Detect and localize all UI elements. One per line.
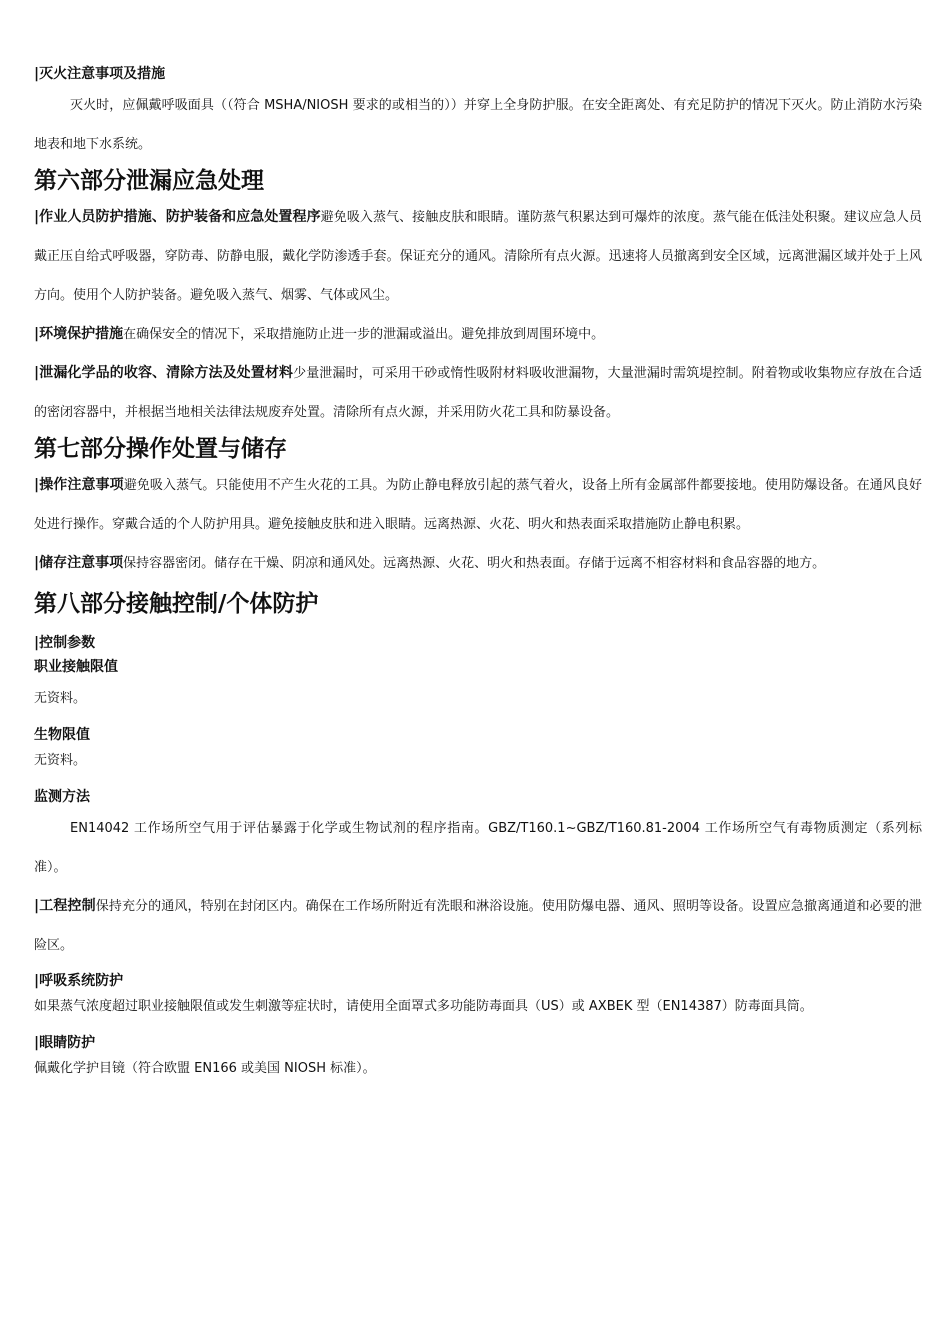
storage-lead: |储存注意事项 xyxy=(34,555,124,571)
eye-protection-text: 佩戴化学护目镜（符合欧盟 EN166 或美国 NIOSH 标准）。 xyxy=(34,1061,376,1076)
monitoring-heading: 监测方法 xyxy=(34,789,90,805)
containment-text: 少量泄漏时，可采用干砂或惰性吸附材料吸收泄漏物，大量泄漏时需筑堤控制。附着物或收集物应存放在合适的密闭容器中，并根据当地相关法律法规废弃处置。清除所有点火源，并采用防火花工具和防暴设备。 xyxy=(34,366,922,420)
engineering-control-lead: |工程控制 xyxy=(34,898,96,914)
section-6-title: 第六部分泄漏应急处理 xyxy=(34,168,264,194)
control-parameters-heading: |控制参数 xyxy=(34,635,96,651)
fire-measures-heading: |灭火注意事项及措施 xyxy=(34,66,166,82)
document-page xyxy=(34,62,922,1079)
section-6-containment-paragraph xyxy=(34,354,922,432)
engineering-control-text: 保持充分的通风，特别在封闭区内。确保在工作场所附近有洗眼和淋浴设施。使用防爆电器、通风、照明等设备。设置应急撤离通道和必要的泄险区。 xyxy=(34,899,922,953)
personnel-protection-text: 避免吸入蒸气、接触皮肤和眼睛。谨防蒸气积累达到可爆炸的浓度。蒸气能在低洼处积聚。建议应急人员戴正压自给式呼吸器，穿防毒、防静电服，戴化学防渗透手套。保证充分的通风。清除所有点火源。迅速将人员撤离到安全区域，远离泄漏区域并处于上风方向。使用个人防护装备。避免吸入蒸气、烟雾、气体或风尘。 xyxy=(34,210,922,303)
bio-limit-heading: 生物限值 xyxy=(34,727,90,743)
section-7-handling-paragraph xyxy=(34,466,922,544)
respiratory-protection-text: 如果蒸气浓度超过职业接触限值或发生刺激等症状时，请使用全面罩式多功能防毒面具（US）或 AXBEK 型（EN14387）防毒面具筒。 xyxy=(34,999,813,1014)
storage-text: 保持容器密闭。储存在干燥、阴凉和通风处。远离热源、火花、明火和热表面。存储于远离不相容材料和食品容器的地方。 xyxy=(123,556,826,571)
personnel-protection-lead: |作业人员防护措施、防护装备和应急处置程序 xyxy=(34,209,321,225)
handling-text: 避免吸入蒸气。只能使用不产生火花的工具。为防止静电释放引起的蒸气着火，设备上所有金属部件都要接地。使用防爆设备。在通风良好处进行操作。穿戴合适的个人防护用具。避免接触皮肤和进入眼睛。远离热源、火花、明火和热表面采取措施防止静电积累。 xyxy=(34,478,922,532)
monitoring-text: EN14042 工作场所空气用于评估暴露于化学或生物试剂的程序指南。GBZ/T160.1~GBZ/T160.81-2004 工作场所空气有毒物质测定（系列标准）。 xyxy=(34,821,922,875)
section-7-title: 第七部分操作处置与储存 xyxy=(34,436,287,462)
handling-lead: |操作注意事项 xyxy=(34,477,124,493)
eye-protection-heading: |眼睛防护 xyxy=(34,1035,96,1051)
oel-heading: 职业接触限值 xyxy=(34,659,118,675)
section-6-personnel-paragraph xyxy=(34,198,922,315)
environment-protection-lead: |环境保护措施 xyxy=(34,326,124,342)
containment-lead: |泄漏化学品的收容、清除方法及处置材料 xyxy=(34,365,294,381)
respiratory-protection-heading: |呼吸系统防护 xyxy=(34,973,124,989)
fire-measures-text: 灭火时，应佩戴呼吸面具（（符合 MSHA/NIOSH 要求的或相当的））并穿上全身防护服。在安全距离处、有充足防护的情况下灭火。防止消防水污染地表和地下水系统。 xyxy=(34,98,922,152)
section-6-environment-paragraph xyxy=(34,315,922,354)
section-8-title: 第八部分接触控制/个体防护 xyxy=(34,591,319,617)
environment-protection-text: 在确保安全的情况下，采取措施防止进一步的泄漏或溢出。避免排放到周围环境中。 xyxy=(123,327,605,342)
section-7-storage-paragraph xyxy=(34,544,922,583)
engineering-control-paragraph xyxy=(34,887,922,965)
bio-limit-text: 无资料。 xyxy=(34,753,87,768)
oel-text: 无资料。 xyxy=(34,691,87,706)
